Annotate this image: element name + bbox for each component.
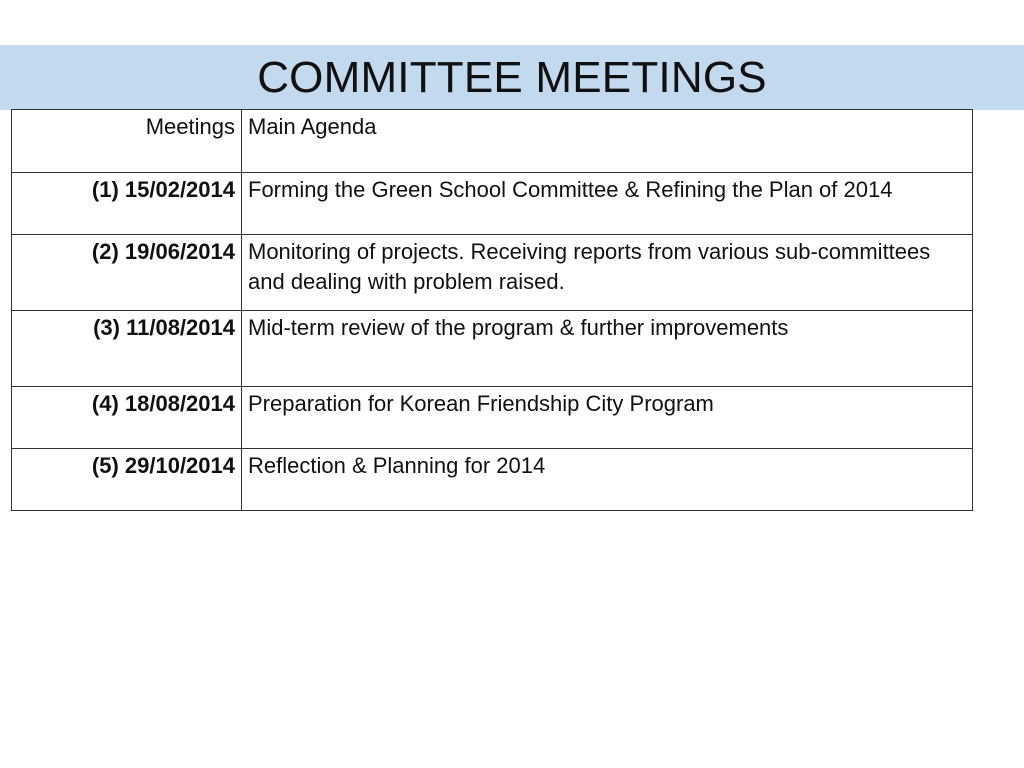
meeting-agenda: Reflection & Planning for 2014 (242, 449, 973, 511)
meetings-table-container (11, 109, 973, 511)
meeting-agenda: Mid-term review of the program & further improvements (242, 311, 973, 387)
meeting-agenda: Forming the Green School Committee & Refining the Plan of 2014 (242, 173, 973, 235)
meeting-date: (1) 15/02/2014 (12, 173, 242, 235)
meeting-agenda: Preparation for Korean Friendship City Program (242, 387, 973, 449)
meetings-table (11, 109, 973, 511)
meeting-agenda: Monitoring of projects. Receiving reports from various sub-committees and dealing with problem raised. (242, 235, 973, 311)
page-title: COMMITTEE MEETINGS (257, 53, 767, 102)
table-row (12, 311, 973, 387)
table-row (12, 173, 973, 235)
meeting-date: (2) 19/06/2014 (12, 235, 242, 311)
table-header-row (12, 110, 973, 173)
meeting-date: (5) 29/10/2014 (12, 449, 242, 511)
header-main-agenda: Main Agenda (242, 110, 973, 173)
table-row (12, 387, 973, 449)
header-meetings: Meetings (12, 110, 242, 173)
meeting-date: (4) 18/08/2014 (12, 387, 242, 449)
meeting-date: (3) 11/08/2014 (12, 311, 242, 387)
table-row (12, 235, 973, 311)
table-row (12, 449, 973, 511)
